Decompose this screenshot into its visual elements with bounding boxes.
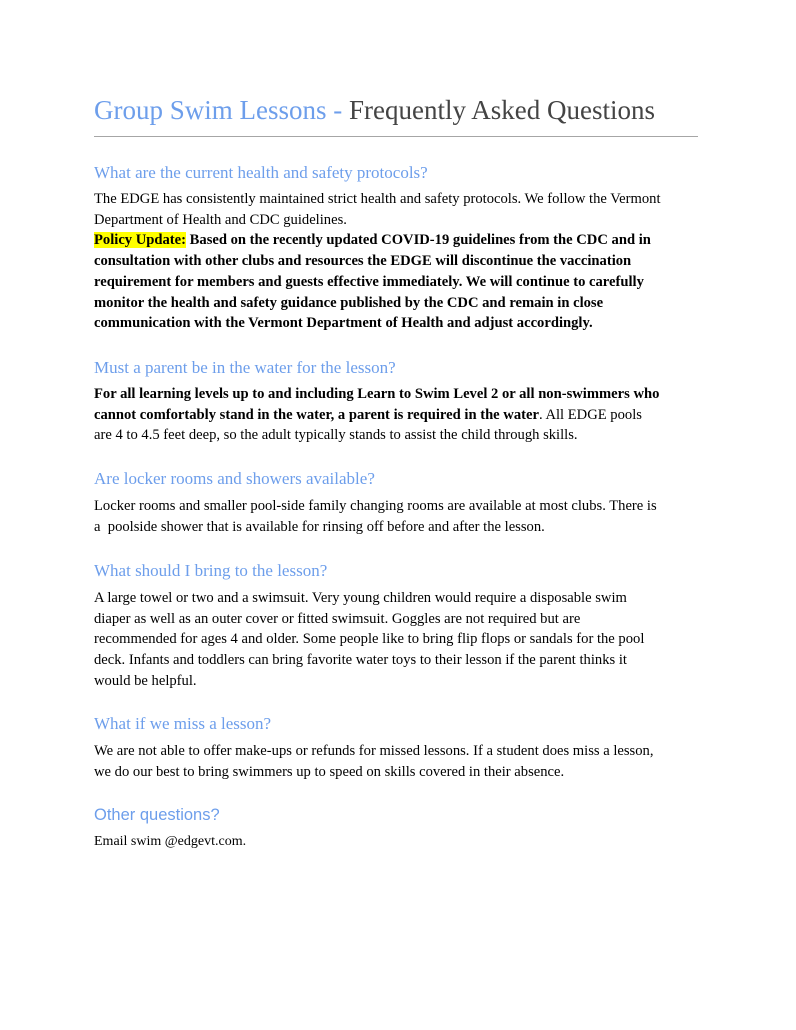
question-locker-rooms: Are locker rooms and showers available? bbox=[94, 469, 375, 488]
answer-line: For all learning levels up to and including Learn to Swim Level 2 or all non-swimmers who bbox=[94, 386, 660, 402]
policy-update-label: Policy Update: bbox=[94, 232, 187, 249]
answer-locker-rooms bbox=[94, 496, 698, 537]
answer-line: a poolside shower that is available for rinsing off before and after the lesson. bbox=[94, 518, 545, 535]
answer-line bbox=[94, 405, 698, 426]
answer-line: would be helpful. bbox=[94, 672, 197, 689]
answer-health-safety bbox=[94, 189, 698, 334]
contact-email-line: Email swim @edgevt.com. bbox=[94, 834, 247, 849]
policy-update-line: monitor the health and safety guidance published by the CDC and remain in close bbox=[94, 294, 604, 311]
question-missed-lesson: What if we miss a lesson? bbox=[94, 714, 272, 733]
question-other: Other questions? bbox=[94, 806, 220, 824]
answer-line: we do our best to bring swimmers up to speed on skills covered in their absence. bbox=[94, 763, 565, 780]
answer-what-to-bring bbox=[94, 588, 698, 692]
title-faq: Frequently Asked Questions bbox=[349, 95, 655, 125]
policy-update-line: consultation with other clubs and resources the EDGE will discontinue the vaccination bbox=[94, 253, 632, 270]
title-separator: - bbox=[326, 95, 350, 125]
document-title bbox=[94, 92, 700, 128]
answer-parent-in-water bbox=[94, 384, 698, 446]
answer-line: are 4 to 4.5 feet deep, so the adult typically stands to assist the child through skills. bbox=[94, 427, 578, 444]
title-program-name: Group Swim Lessons bbox=[94, 95, 327, 125]
answer-line: deck. Infants and toddlers can bring favorite water toys to their lesson if the parent thinks it bbox=[94, 652, 627, 669]
answer-text: . All EDGE pools bbox=[538, 406, 642, 423]
policy-update-line: communication with the Vermont Department of Health and adjust accordingly. bbox=[94, 315, 593, 332]
policy-update-first-line bbox=[94, 230, 698, 251]
answer-bold-text: cannot comfortably stand in the water, a parent is required in the water bbox=[94, 406, 539, 423]
policy-update-line: requirement for members and guests effective immediately. We will continue to carefully bbox=[94, 273, 644, 290]
question-what-to-bring: What should I bring to the lesson? bbox=[94, 561, 328, 580]
answer-missed-lesson bbox=[94, 741, 698, 782]
answer-line: diaper as well as an outer cover or fitted swimsuit. Goggles are not required but are bbox=[94, 610, 581, 627]
title-divider bbox=[94, 136, 698, 137]
answer-line: A large towel or two and a swimsuit. Very young children would require a disposable swim bbox=[94, 590, 627, 606]
question-parent-in-water: Must a parent be in the water for the lesson? bbox=[94, 358, 396, 377]
question-health-safety: What are the current health and safety protocols? bbox=[94, 163, 428, 182]
answer-line: Locker rooms and smaller pool-side family changing rooms are available at most clubs. There is bbox=[94, 498, 657, 514]
policy-update-text: Based on the recently updated COVID-19 guidelines from the CDC and in bbox=[186, 232, 651, 249]
answer-line: We are not able to offer make-ups or refunds for missed lessons. If a student does miss a lesson, bbox=[94, 743, 654, 759]
answer-line: recommended for ages 4 and older. Some people like to bring flip flops or sandals for the pool bbox=[94, 631, 645, 648]
answer-line: Department of Health and CDC guidelines. bbox=[94, 211, 347, 228]
answer-line: The EDGE has consistently maintained strict health and safety protocols. We follow the Vermont bbox=[94, 191, 661, 207]
